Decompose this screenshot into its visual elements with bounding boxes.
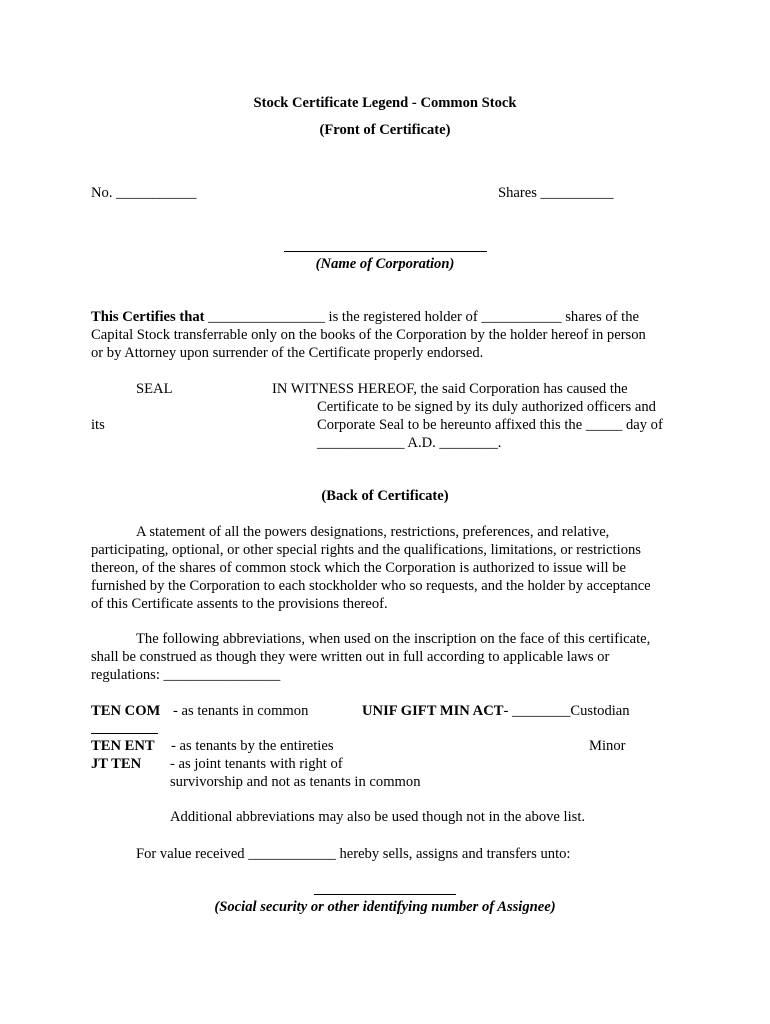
certifies-line-2: Capital Stock transferrable only on the books of the Corporation by the holder hereof in person [91, 327, 646, 343]
value-received-line: For value received ____________ hereby sells, assigns and transfers unto: [136, 846, 571, 862]
ten-com-label: TEN COM [91, 703, 161, 719]
jt-ten-description-2: survivorship and not as tenants in common [170, 774, 421, 790]
certifies-lead: This Certifies that [91, 309, 205, 325]
certifies-line-3: or by Attorney upon surrender of the Certificate properly endorsed. [91, 345, 484, 361]
corporation-name-line [284, 251, 487, 252]
ten-com-description: - as tenants in common [173, 703, 309, 719]
assignee-id-line [314, 894, 456, 895]
front-subtitle: (Front of Certificate) [319, 122, 451, 138]
ten-ent-description: - as tenants by the entireties [171, 738, 334, 754]
jt-ten-description-1: - as joint tenants with right of [170, 756, 343, 772]
witness-line-4: ____________ A.D. ________. [317, 435, 502, 451]
abbreviations-line: The following abbreviations, when used on the inscription on the face of this certificate, [136, 631, 651, 647]
abbreviations-line: shall be construed as though they were written out in full according to applicable laws or [91, 649, 610, 665]
certifies-line-1-rest: ________________ is the registered holder of ___________ shares of the [204, 309, 639, 325]
additional-abbreviations-note: Additional abbreviations may also be used though not in the above list. [170, 809, 586, 825]
statement-line: of this Certificate assents to the provisions thereof. [91, 596, 388, 612]
minor-label: Minor [589, 738, 626, 754]
witness-line-2: Certificate to be signed by its duly authorized officers and [317, 399, 656, 415]
statement-line: A statement of all the powers designations, restrictions, preferences, and relative, [136, 524, 610, 540]
corporation-name-caption: (Name of Corporation) [315, 256, 455, 272]
unif-gift-min-act-rest: - ________Custodian [503, 703, 630, 719]
unif-gift-min-act [362, 702, 630, 720]
abbreviations-line: regulations: ________________ [91, 667, 281, 683]
back-subtitle: (Back of Certificate) [321, 488, 449, 504]
seal-label: SEAL [136, 381, 173, 397]
statement-line: participating, optional, or other special rights and the qualifications, limitations, or restrictions [91, 542, 641, 558]
witness-line-1: IN WITNESS HEREOF, the said Corporation has caused the [272, 381, 628, 397]
certificate-number-field: No. ___________ [91, 185, 197, 201]
unif-gift-min-act-label: UNIF GIFT MIN ACT [362, 703, 504, 719]
certifies-line-1 [91, 308, 639, 326]
shares-field: Shares __________ [498, 185, 614, 201]
ten-com-underline [91, 733, 158, 734]
assignee-id-caption: (Social security or other identifying number of Assignee) [214, 899, 556, 915]
witness-line-3: Corporate Seal to be hereunto affixed this the _____ day of [317, 417, 663, 433]
statement-line: furnished by the Corporation to each stockholder who so requests, and the holder by acceptance [91, 578, 651, 594]
statement-line: thereon, of the shares of common stock which the Corporation is authorized to issue will be [91, 560, 626, 576]
ten-ent-label: TEN ENT [91, 738, 155, 754]
document-title: Stock Certificate Legend - Common Stock [253, 95, 517, 111]
its-label: its [91, 417, 105, 433]
jt-ten-label: JT TEN [91, 756, 142, 772]
